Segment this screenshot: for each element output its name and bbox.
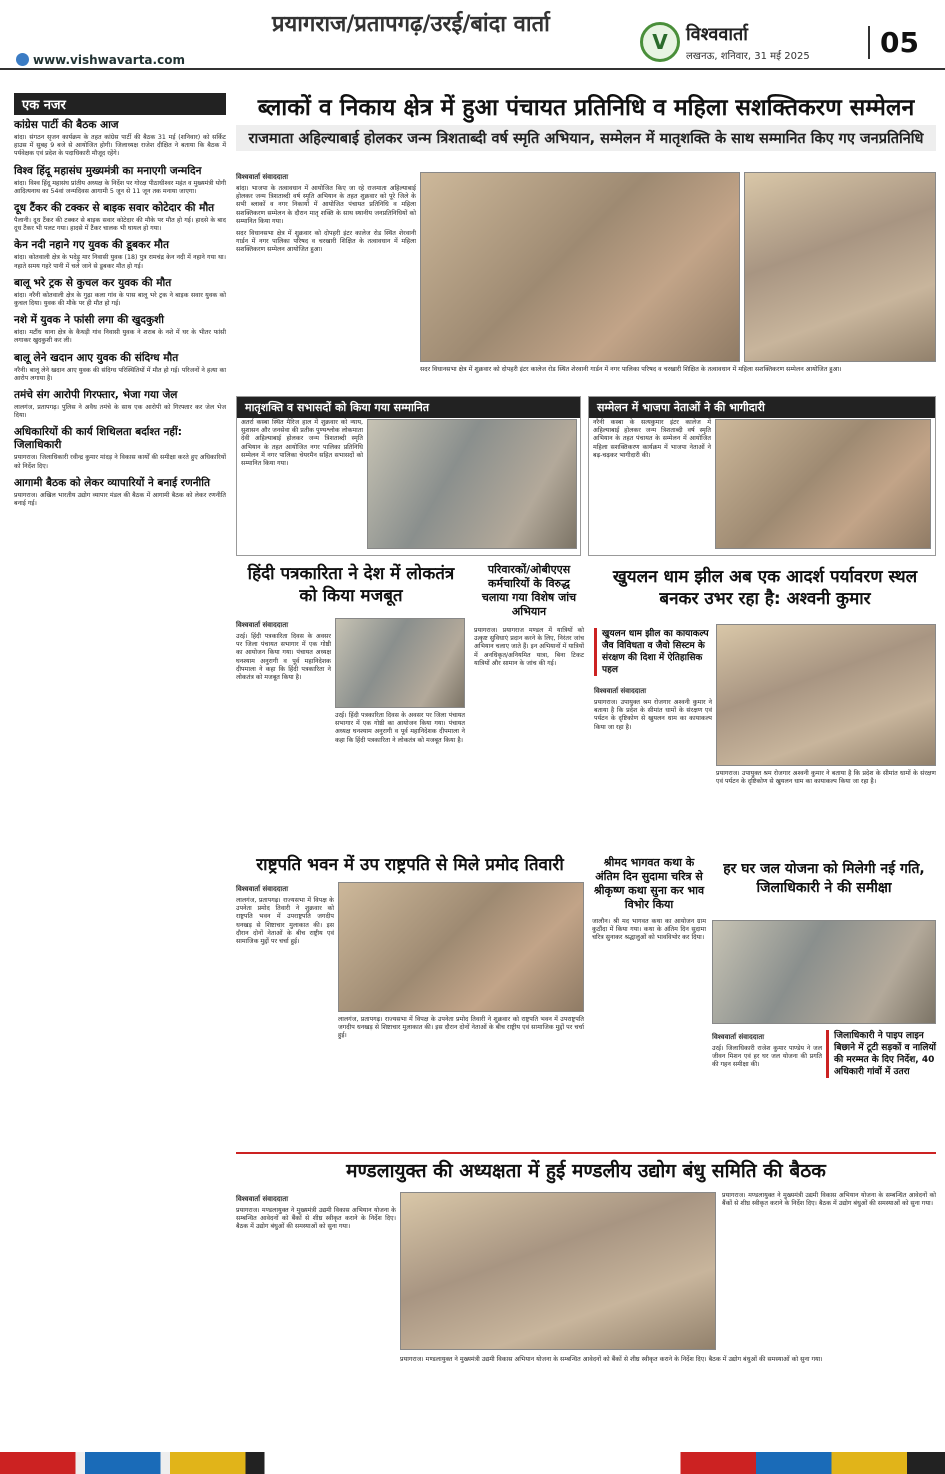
pk-headline: परिवारकों/ओबीएएस कर्मचारियों के विरुद्ध चलाया गया विशेष जांच अभियान (481, 563, 577, 618)
news-brief-headline: आगामी बैठक को लेकर व्यापारियों ने बनाई रणनीति (14, 476, 210, 489)
dateline: लखनऊ, शनिवार, 31 मई 2025 (686, 51, 810, 62)
rp-photo (338, 882, 584, 1012)
article-hindi-journalism (236, 563, 466, 607)
kh-body: प्रयागराज। उपायुक्त श्रम रोजगार अश्वनी कुमार ने बताया है कि प्रदेश के सीमांत धामों के संरक्षण एवं पर्यटन के दृष्टिकोण से खुयलन धाम का कायाकल्प किया जा रहा है। (594, 699, 712, 731)
ud-text-3 (400, 1356, 936, 1364)
hp-photo (335, 618, 465, 708)
rp-headline: राष्ट्रपति भवन में उप राष्ट्रपति से मिले प्रमोद तिवारी (256, 855, 564, 875)
rp-body-cont: लालगंज, प्रतापगढ़। राज्यसभा में विपक्ष के उपनेता प्रमोद तिवारी ने शुक्रवार को राष्ट्रपति भवन में उपराष्ट्रपति जगदीप धनखड़ से शिष्टाचार मुलाकात की। इस दौरान दोनों नेताओं के बीच राष्ट्रीय एवं सामाजिक मुद्दों पर चर्चा हुई। (338, 1016, 584, 1040)
bh-headline: श्रीमद भागवत कथा के अंतिम दिन सुदामा चरित्र से श्रीकृष्ण कथा सुना कर भाव विभोर किया (593, 856, 705, 911)
page-number: 05 (868, 26, 919, 59)
box-left (236, 396, 581, 556)
ud-text-2 (722, 1192, 936, 1208)
rp-body: लालगंज, प्रतापगढ़। राज्यसभा में विपक्ष के उपनेता प्रमोद तिवारी ने शुक्रवार को राष्ट्रपति भवन में उपराष्ट्रपति जगदीप धनखड़ से शिष्टाचार मुलाकात की। इस दौरान दोनों नेताओं के बीच राष्ट्रीय एवं सामाजिक मुद्दों पर चर्चा हुई। (236, 897, 334, 946)
news-brief (14, 352, 226, 383)
news-brief-body: प्रयागराज। अखिल भारतीय उद्योग व्यापार मंडल की बैठक में आगामी बैठक को लेकर रणनीति बनाई गई। (14, 491, 226, 508)
logo-icon: V (640, 22, 680, 62)
box-right (588, 396, 936, 556)
news-brief-body: लालगंज, प्रतापगढ़। पुलिस ने अवैध तमंचे के साथ एक आरोपी को गिरफ्तार कर जेल भेज दिया। (14, 404, 226, 420)
hp-body-cont: उरई। हिंदी पत्रकारिता दिवस के अवसर पर जिला पंचायत सभागार में एक गोष्ठी का आयोजन किया गया। पंचायत अध्यक्ष घनश्याम अनुरागी व पूर्व महानिदेशक दीपमाला ने कहा कि हिंदी पत्रकारिता ने लोकतंत्र को मजबूत किया है। (335, 712, 465, 744)
lead-text-right (420, 366, 936, 374)
news-brief (14, 239, 226, 270)
news-brief (14, 119, 226, 159)
news-brief (14, 426, 226, 470)
article-udyog-bandhu (236, 1158, 936, 1184)
hp-text (236, 618, 331, 682)
news-brief-headline: कांग्रेस पार्टी की बैठक आज (14, 119, 119, 131)
kh-photo (716, 624, 936, 766)
lead-body-cont: सदर विधानसभा क्षेत्र में शुक्रवार को दोपहरी इंटर कालेज रोड स्थित शेरवानी गार्डन में नगर पालिका परिषद व चरखारी शिक्षित के तत्वावधान में महिला सशक्तिकरण सम्मेलन आयोजित हुआ। (420, 366, 842, 373)
ud-byline: विश्ववार्ता संवाददाता (236, 1195, 289, 1203)
globe-icon (16, 53, 29, 66)
news-brief (14, 202, 226, 233)
rp-text-2 (338, 1016, 584, 1041)
box-left-body: अतर्रा कस्बा स्थित मैरिज हाल में शुक्रवार को न्याय, सुशासन और जनसेवा की प्रतीक पुण्यश्लोक लोकमाता देवी अहिल्याबाई होलकर जन्म त्रिशताब्दी स्मृति अभियान के तहत आयोजित नगर पालिका प्रतिनिधि सम्मेलन में नगर पालिका चेयरमैन सहित सभासदों को सम्मानित किया गया। (241, 419, 363, 468)
ek-nazar-title: एक नजर (14, 93, 226, 115)
news-brief (14, 277, 226, 308)
jj-text (712, 1030, 822, 1070)
jj-body: उरई। जिलाधिकारी राजेश कुमार पाण्डेय ने जल जीवन मिशन एवं हर घर जल योजना की प्रगति की गहन समीक्षा की। (712, 1045, 822, 1069)
article-vice-president (236, 854, 584, 876)
news-brief-body: पैलानी। दूध टैंकर की टक्कर से बाइक सवार कोटेदार की मौके पर मौत हो गई। हादसे के बाद दूध टैंकर भी पलट गया। हादसे में टैंकर चालक भी घायल हो गया। (14, 217, 226, 233)
news-brief-body: बांदा। संगठन सृजन कार्यक्रम के तहत कांग्रेस पार्टी की बैठक 31 मई (शनिवार) को सर्किट हाउस में सुबह 9 बजे से आयोजित होगी। जिलाध्यक्ष राजेश दीक्षित ने बताया कि बैठक में पर्यवेक्षक एवं प्रदेश के पदाधिकारी मौजूद रहेंगे। (14, 134, 226, 158)
article-khuyalan-lake (594, 566, 936, 610)
jj-photo (712, 920, 936, 1024)
ud-body: प्रयागराज। मण्डलायुक्त ने मुख्यमंत्री उद्यमी विकास अभियान योजना के सम्बन्धित आवेदनों को बैंकों से शीघ्र स्वीकृत कराने के निर्देश दिए। बैठक में उद्योग बंधुओं की समस्याओं को सुना गया। (236, 1207, 396, 1231)
ud-photo (400, 1192, 716, 1350)
rp-byline: विश्ववार्ता संवाददाता (236, 885, 289, 893)
news-brief-body: बांदा। नरैनी कोतवाली क्षेत्र के गुढ़ा कला गांव के पास बालू भरे ट्रक ने बाइक सवार युवक को कुचल दिया। युवक की मौके पर ही मौत हो गई। (14, 291, 226, 308)
box-left-photo (367, 419, 577, 549)
lead-body: बांदा। भाजपा के तत्वावधान में आयोजित किए जा रहे राजमाता अहिल्याबाई होलकर जन्म त्रिशताब्दी वर्ष स्मृति अभियान के तहत शुक्रवार को पूरे जिले के सभी ब्लाकों व नगर निकायों में आयोजित पंचायत प्रतिनिधि व महिला सशक्तिकरण सम्मेलन के दौरान मातृ शक्ति के साथ स्थानीय जनप्रतिनिधियों को सम्मानित किया गया। (236, 185, 416, 225)
lead-story (236, 93, 936, 151)
box-right-body: नरैनी कस्बा के सत्यकुमार इंटर कालेज में अहिल्याबाई होलकर जन्म त्रिशताब्दी वर्ष स्मृति अभियान के तहत पंचायत के सम्मेलन में आयोजित महिला सशक्तिकरण कार्यक्रम में भाजपा नेताओं ने बढ़-चढ़कर भागीदारी की। (593, 419, 711, 459)
website-link[interactable] (16, 53, 185, 67)
jj-byline: विश्ववार्ता संवाददाता (712, 1033, 765, 1041)
edition-title: प्रयागराज/प्रतापगढ़/उरई/बांदा वार्ता (272, 12, 550, 37)
box-right-title: सम्मेलन में भाजपा नेताओं ने की भागीदारी (589, 397, 935, 418)
article-railway-check (474, 563, 584, 668)
news-brief-headline: विश्व हिंदू महासंघ मुख्यमंत्री का मनाएगी जन्मदिन (14, 164, 202, 177)
news-brief-headline: बालू भरे ट्रक से कुचल कर युवक की मौत (14, 276, 172, 289)
news-brief-body: बांदा। कोतवाली क्षेत्र के भदेड़ू मार निवासी युवक (18) पुत्र रामचंद्र केन नदी में नहाने गया था। नहाते समय गहरे पानी में चले जाने से डूबकर मौत हो गई। (14, 254, 226, 270)
lead-deck: राजमाता अहिल्याबाई होलकर जन्म त्रिशताब्दी वर्ष स्मृति अभियान, सम्मेलन में मातृशक्ति के साथ सम्मानित किए गए जनप्रतिनिधि (236, 125, 936, 151)
article-har-ghar-jal (712, 860, 936, 898)
ud-body-cont: प्रयागराज। मण्डलायुक्त ने मुख्यमंत्री उद्यमी विकास अभियान योजना के सम्बन्धित आवेदनों को बैंकों से शीघ्र स्वीकृत कराने के निर्देश दिए। बैठक में उद्योग बंधुओं की समस्याओं को सुना गया। (722, 1192, 936, 1208)
ud-text (236, 1192, 396, 1232)
jj-pullquote: जिलाधिकारी ने पाइप लाइन बिछाने में टूटी सड़कों व नालियों की मरम्मत के दिए निर्देश, 40 अधिकारी गांवों में उतरा (826, 1030, 936, 1078)
bh-body: जालौन। श्री मद भागवत कथा का आयोजन ग्राम कुठौंदा में किया गया। कथा के अंतिम दिन सुदामा चरित्र सुनाकर श्रद्धालुओं को भावविभोर कर दिया। (592, 918, 706, 942)
ek-nazar-column (14, 93, 226, 1388)
lead-headline: ब्लाकों व निकाय क्षेत्र में हुआ पंचायत प्रतिनिधि व महिला सशक्तिकरण सम्मेलन (257, 95, 915, 121)
article-bhagwat-katha (592, 856, 706, 943)
jj-headline: हर घर जल योजना को मिलेगी नई गति, जिलाधिकारी ने की समीक्षा (723, 861, 925, 896)
kh-byline: विश्ववार्ता संवाददाता (594, 687, 647, 695)
lead-photo-main (420, 172, 740, 362)
news-brief (14, 477, 226, 508)
box-right-photo (715, 419, 931, 549)
hp-byline: विश्ववार्ता संवाददाता (236, 621, 289, 629)
news-brief-headline: अधिकारियों की कार्य शिथिलता बर्दाश्त नहीं: जिलाधिकारी (14, 426, 182, 452)
news-brief-headline: नशे में युवक ने फांसी लगा की खुदकुशी (14, 314, 164, 327)
lead-body-2: सदर विधानसभा क्षेत्र में शुक्रवार को दोपहरी इंटर कालेज रोड स्थित शेरवानी गार्डन में नगर पालिका परिषद व चरखारी शिक्षित के तत्वावधान में महिला सशक्तिकरण सम्मेलन आयोजित हुआ। (236, 230, 416, 254)
brand-name: विश्ववार्ता (686, 24, 748, 45)
lead-photo-side (744, 172, 936, 362)
news-brief-body: नरैनी। बालू लेने खदान आए युवक की संदिग्ध परिस्थितियों में मौत हो गई। परिजनों ने हत्या का आरोप लगाया है। (14, 366, 226, 382)
website-text: www.vishwavarta.com (33, 53, 185, 67)
news-brief-headline: केन नदी नहाने गए युवक की डूबकर मौत (14, 239, 170, 252)
hp-text-2 (335, 712, 465, 745)
lead-text-left (236, 170, 416, 255)
news-brief (14, 165, 226, 196)
box-left-title: मातृशक्ति व सभासदों को किया गया सम्मानित (237, 397, 580, 418)
news-brief-headline: दूध टैंकर की टक्कर से बाइक सवार कोटेदार की मौत (14, 202, 215, 215)
kh-text (594, 684, 712, 732)
hp-headline: हिंदी पत्रकारिता ने देश में लोकतंत्र को किया मजबूत (247, 564, 455, 606)
pk-body: प्रयागराज। प्रयागराज मण्डल में यात्रियों को उत्कृष्ट सुविधाएं प्रदान करने के लिए, निरंतर जांच अभियान चलाए जाते हैं। इन अभियानों में यात्रियों में अनधिकृत/अनियमित यात्रा, बिना टिकट यात्रियों और सामान के जांच की गई। (474, 627, 584, 667)
news-brief-headline: तमंचे संग आरोपी गिरफ्तार, भेजा गया जेल (14, 389, 178, 402)
news-brief-body: प्रयागराज। जिलाधिकारी रवीन्द्र कुमार मांदड़ ने विकास कार्यों की समीक्षा करते हुए अधिकारियों को निर्देश दिए। (14, 454, 226, 470)
news-brief-headline: बालू लेने खदान आए युवक की संदिग्ध मौत (14, 351, 179, 364)
kh-body-cont: प्रयागराज। उपायुक्त श्रम रोजगार अश्वनी कुमार ने बताया है कि प्रदेश के सीमांत धामों के संरक्षण एवं पर्यटन के दृष्टिकोण से खुयलन धाम का कायाकल्प किया जा रहा है। (716, 770, 936, 786)
news-brief-body: बांदा। मटौंध थाना क्षेत्र के कैथड़ी गांव निवासी युवक ने शराब के नशे में घर के भीतर फांसी लगाकर खुदकुशी कर ली। (14, 329, 226, 345)
kh-text-2 (716, 770, 936, 786)
ud-body-more: प्रयागराज। मण्डलायुक्त ने मुख्यमंत्री उद्यमी विकास अभियान योजना के सम्बन्धित आवेदनों को बैंकों से शीघ्र स्वीकृत कराने के निर्देश दिए। बैठक में उद्योग बंधुओं की समस्याओं को सुना गया। (400, 1356, 823, 1363)
rp-text (236, 882, 334, 946)
news-brief-body: बांदा। विश्व हिंदू महासंघ प्रांतीय अध्यक्ष के निर्देश पर गोरक्ष पीठाधीश्वर महंत व मुख्यमंत्री योगी आदित्यनाथ का 54वां जन्मदिवस आगामी 5 जून से 11 जून तक मनाया जाएगा। (14, 179, 226, 195)
divider-line (236, 1152, 936, 1154)
ud-headline: मण्डलायुक्त की अध्यक्षता में हुई मण्डलीय उद्योग बंधु समिति की बैठक (346, 1160, 826, 1182)
news-brief (14, 389, 226, 420)
ek-nazar-list (14, 119, 226, 508)
news-brief (14, 314, 226, 345)
lead-byline: विश्ववार्ता संवाददाता (236, 173, 289, 181)
color-registration-strip (0, 1452, 945, 1474)
kh-headline: खुयलन धाम झील अब एक आदर्श पर्यावरण स्थल बनकर उभर रहा है: अश्वनी कुमार (612, 567, 918, 609)
hp-body: उरई। हिंदी पत्रकारिता दिवस के अवसर पर जिला पंचायत सभागार में एक गोष्ठी का आयोजन किया गया। पंचायत अध्यक्ष घनश्याम अनुरागी व पूर्व महानिदेशक दीपमाला ने कहा कि हिंदी पत्रकारिता ने लोकतंत्र को मजबूत किया है। (236, 633, 331, 682)
kh-pullquote: खुयलन धाम झील का कायाकल्प जैव विविधता व जैवो सिस्टम के संरक्षण की दिशा में ऐतिहासिक पहल (594, 628, 712, 676)
